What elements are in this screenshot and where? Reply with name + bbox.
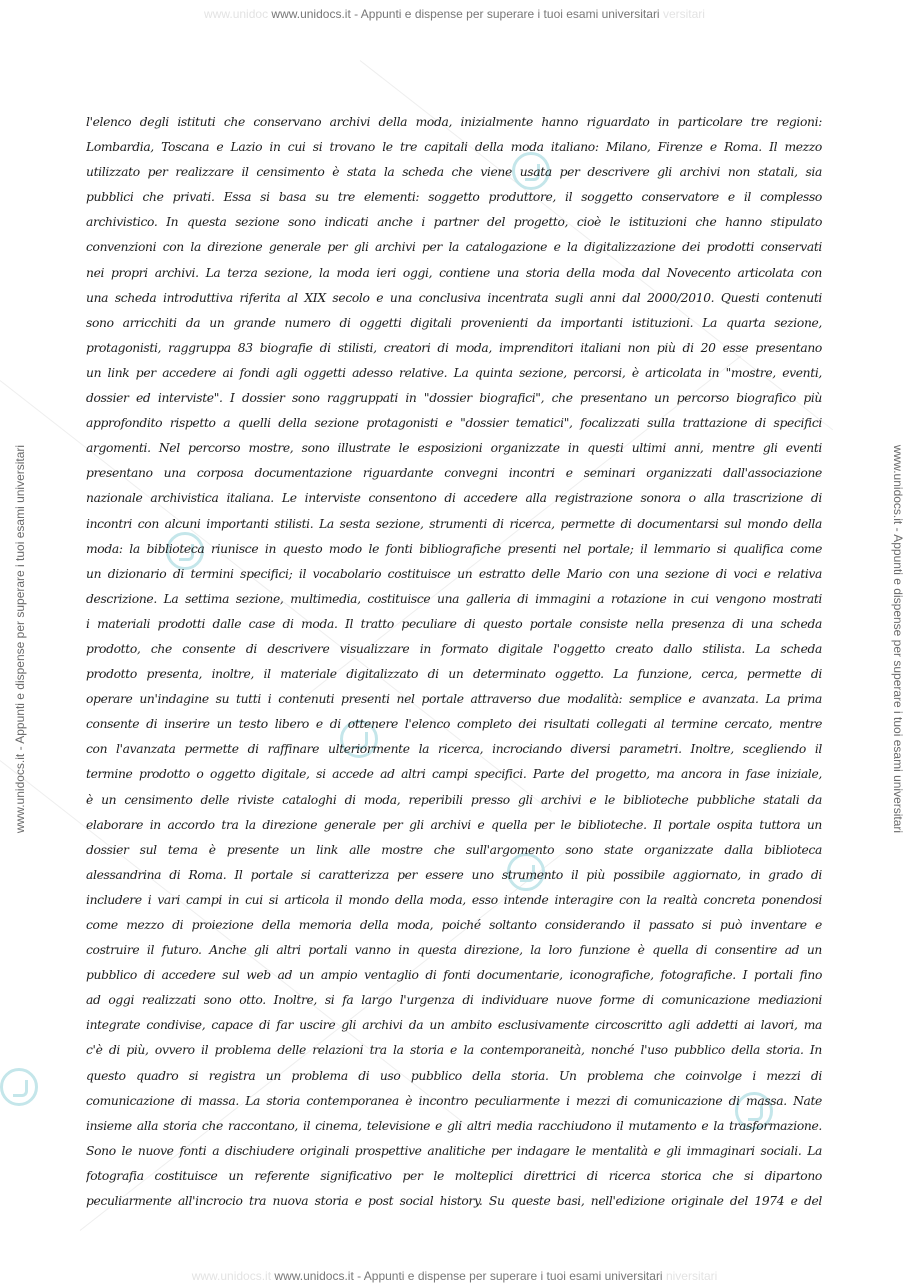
text-line: pubblici che privati. Essa si basa su tre elementi: soggetto produttore, il soggetto conservatore e il complesso xyxy=(86,190,822,205)
header-text: www.unidocs.it - Appunti e dispense per superare i tuoi esami universitari xyxy=(271,7,660,21)
text-line: con l'avanzata permette di raffinare ulteriormente la ricerca, incrociando diversi parametri. Inoltre, scegliendo il xyxy=(86,742,822,757)
text-line: comunicazione di massa. La storia contemporanea è incontro peculiarmente i mezzi di comunicazione di massa. Nate xyxy=(86,1093,822,1108)
text-line: dossier ed interviste". I dossier sono raggruppati in "dossier biografici", che presentano un percorso biografico più xyxy=(86,391,822,406)
text-line: protagonisti, raggruppa 83 biografie di stilisti, creatori di moda, imprenditori italiani non più di 20 esse presentano xyxy=(86,340,822,355)
text-line: c'è di più, ovvero il problema delle relazioni tra la storia e la contemporaneità, nonché l'uso pubblico della storia. In xyxy=(86,1043,822,1058)
text-line: sono arricchiti da un grande numero di oggetti digitali provenienti da importanti istituzioni. La quarta sezione, xyxy=(86,315,822,330)
text-line: un link per accedere ai fondi agli oggetti adesso relative. La quinta sezione, percorsi, è articolata in "mostre, eventi, xyxy=(86,365,822,380)
text-line: operare un'indagine su tutti i contenuti presenti nel portale attraverso due modalità: semplice e avanzata. La prima xyxy=(86,692,822,707)
side-watermark-left: www.unidocs.it - Appunti e dispense per superare i tuoi esami universitari xyxy=(13,444,27,834)
text-line: alessandrina di Roma. Il portale si caratterizza per essere uno strumento il più possibile aggiornato, in grado di xyxy=(86,867,822,882)
text-line: presentano una corposa documentazione riguardante convegni incontri e seminari organizzati dall'associazione xyxy=(86,466,822,481)
footer-text: www.unidocs.it - Appunti e dispense per superare i tuoi esami universitari xyxy=(274,1269,663,1283)
text-line: prodotto, che consente di descrivere visualizzare in formato digitale l'oggetto creato dallo stilista. La scheda xyxy=(86,641,822,656)
header-ghost-right: versitari xyxy=(662,7,705,21)
text-line: prodotto presenta, inoltre, il materiale digitalizzato di un determinato oggetto. La funzione, cerca, permette di xyxy=(86,667,822,682)
text-line: descrizione. La settima sezione, multimedia, costituisce una galleria di immagini a rotazione in cui vengono mostrati xyxy=(86,591,822,606)
footer-watermark xyxy=(0,1266,909,1286)
text-line: moda: la biblioteca riunisce in questo modo le fonti bibliografiche presenti nel portale; il lemmario si qualifica come xyxy=(86,541,822,556)
text-line: includere i vari campi in cui si articola il mondo della moda, esso intende interagire con la realtà concreta ponendosi xyxy=(86,892,822,907)
text-line: insieme alla storia che raccontano, il cinema, televisione e gli altri media racchiudono il mutamento e la trasformazione. xyxy=(86,1118,822,1133)
text-line: i materiali prodotti dalle case di moda. Il tratto peculiare di questo portale consiste nella presenza di una scheda xyxy=(86,616,822,631)
text-line: questo quadro si registra un problema di uso pubblico della storia. Un problema che coinvolge i mezzi di xyxy=(86,1068,822,1083)
side-watermark-right: www.unidocs.it - Appunti e dispense per superare i tuoi esami universitari xyxy=(891,444,905,834)
text-line: costruire il futuro. Anche gli altri portali vanno in questa direzione, la loro funzione è quella di consentire ad un xyxy=(86,943,822,958)
text-line: come mezzo di proiezione della memoria della moda, poiché soltanto considerando il passato si può inventare e xyxy=(86,918,822,932)
text-line: una scheda introduttiva riferita al XIX secolo e una conclusiva incentrata sugli anni dal 2000/2010. Questi contenuti xyxy=(86,290,822,305)
text-line: consente di inserire un testo libero e di ottenere l'elenco completo dei risultati collegati al termine cercato, mentre xyxy=(86,717,822,732)
text-line: Lombardia, Toscana e Lazio in cui si trovano le tre capitali della moda italiano: Milano, Firenze e Roma. Il mezzo xyxy=(86,140,822,155)
text-line: Sono le nuove fonti a dischiudere originali prospettive analitiche per indagare le mentalità e gli immaginari sociali. La xyxy=(86,1143,822,1158)
text-line: incontri con alcuni importanti stilisti. La sesta sezione, strumenti di ricerca, permette di documentarsi sul mondo della xyxy=(86,516,822,531)
text-line: fotografia costituisce un referente significativo per le molteplici direttrici di ricerca storica che si dipartono xyxy=(86,1168,822,1183)
text-line: utilizzato per realizzare il censimento è stata la scheda che viene usata per descrivere gli archivi non statali, sia xyxy=(86,165,822,180)
text-line: l'elenco degli istituti che conservano archivi della moda, inizialmente hanno riguardato in particolare tre regioni: xyxy=(86,115,822,129)
text-line: argomenti. Nel percorso mostre, sono illustrate le esposizioni organizzate in questi ultimi anni, mentre gli eventi xyxy=(86,441,822,456)
header-ghost-left: www.unidoc xyxy=(204,7,269,21)
text-line: elaborare in accordo tra la direzione generale per gli archivi e quella per le biblioteche. Il portale ospita tuttora un xyxy=(86,817,822,832)
text-line: dossier sul tema è presente un link alle mostre che sull'argomento sono state organizzate dalla biblioteca xyxy=(86,842,822,857)
text-line: integrate condivise, capace di far uscire gli archivi da un ambito esclusivamente circoscritto agli addetti ai lavori, ma xyxy=(86,1018,822,1033)
footer-ghost-left: www.unidocs.it xyxy=(191,1269,272,1283)
text-line: ad oggi realizzati sono otto. Inoltre, si fa largo l'urgenza di individuare nuove forme di comunicazione mediazioni xyxy=(86,993,822,1008)
text-line: archivistico. In questa sezione sono indicati anche i partner del progetto, cioè le istituzioni che hanno stipulato xyxy=(86,215,822,230)
text-line: convenzioni con la direzione generale per gli archivi per la catalogazione e la digitalizzazione dei prodotti conservati xyxy=(86,240,822,255)
text-line: è un censimento delle riviste cataloghi di moda, reperibili presso gli archivi e le biblioteche pubbliche statali da xyxy=(86,792,822,807)
text-line: peculiarmente all'incrocio tra nuova storia e post social history. Su queste basi, nell'edizione originale del 1974 e del xyxy=(86,1194,822,1209)
text-line: nei propri archivi. La terza sezione, la moda ieri oggi, contiene una storia della moda dal Novecento articolata con xyxy=(86,265,822,280)
watermark-logo-icon xyxy=(0,1068,38,1106)
text-line: pubblico di accedere sul web ad un ampio ventaglio di fonti documentarie, iconografiche, fotografiche. I portali fino xyxy=(86,968,822,983)
text-line: nazionale archivistica italiana. Le interviste consentono di accedere alla registrazione sonora o alla trascrizione di xyxy=(86,491,822,506)
header-watermark xyxy=(0,4,909,24)
text-line: un dizionario di termini specifici; il vocabolario costituisce un estratto delle Mario con una sezione di voci e relativa xyxy=(86,566,822,581)
text-line: approfondito rispetto a quelli della sezione protagonisti e "dossier tematici", focalizzati sulla trattazione di specifici xyxy=(86,416,822,431)
text-line: termine prodotto o oggetto digitale, si accede ad altri campi specifici. Parte del progetto, ma ancora in fase iniziale, xyxy=(86,767,822,782)
document-body xyxy=(86,110,822,1214)
footer-ghost-right: niversitari xyxy=(665,1269,718,1283)
